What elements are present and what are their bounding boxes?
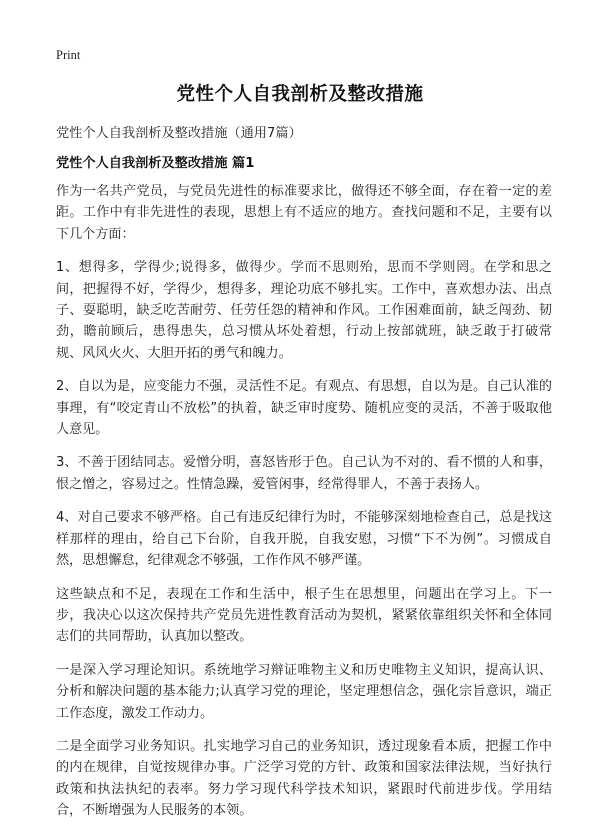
paragraph-measure-2: 二是全面学习业务知识。扎实地学习自己的业务知识，透过现象看本质，把握工作中的内在规律，自觉按规律办事。广泛学习党的方针、政策和国家法律法规，当好执行政策和执法执纪的表率。努力学习现代科学技术知识，紧跟时代前进步伐。学用结合，不断增强为人民服务的本领。 xyxy=(56,738,552,819)
paragraph-point-3: 3、不善于团结同志。爱憎分明，喜怒皆形于色。自己认为不对的、看不惯的人和事，恨之憎之，容易过之。性情急躁，爱管闲事，经常得罪人，不善于表扬人。 xyxy=(56,455,552,492)
paragraph-intro: 作为一名共产党员，与党员先进性的标准要求比，做得还不够全面，存在着一定的差距。工作中有非先进性的表现，思想上有不适应的地方。查找问题和不足，主要有以下几个方面： xyxy=(56,184,552,242)
paragraph-summary: 这些缺点和不足，表现在工作和生活中，根子生在思想里，问题出在学习上。下一步，我决心以这次保持共产党员先进性教育活动为契机，紧紧依靠组织关怀和全体同志们的共同帮助，认真加以整改。 xyxy=(56,586,552,645)
page-title: 党性个人自我剖析及整改措施 xyxy=(176,84,424,105)
document-subtitle: 党性个人自我剖析及整改措施（通用7篇） xyxy=(56,126,302,141)
paragraph-measure-1: 一是深入学习理论知识。系统地学习辩证唯物主义和历史唯物主义知识，提高认识、分析和解决问题的基本能力;认真学习党的理论，坚定理想信念，强化宗旨意识，端正工作态度，激发工作动力。 xyxy=(56,662,552,721)
paragraph-point-1: 1、想得多，学得少;说得多，做得少。学而不思则殆，思而不学则罔。在学和思之间，把握得不好，学得少，想得多，理论功底不够扎实。工作中，喜欢想办法、出点子、耍聪明，缺乏吃苦耐劳、任劳任怨的精神和作风。工作困难面前，缺乏闯劲、韧劲，瞻前顾后，患得患失，总习惯从坏处着想，行动上按部就班，缺乏敢于打破常规、风风火火、大胆开拓的勇气和魄力。 xyxy=(56,260,552,361)
paragraph-point-2: 2、自以为是，应变能力不强，灵活性不足。有观点、有思想，自以为是。自己认准的事理，有“咬定青山不放松”的执着，缺乏审时度势、随机应变的灵活，不善于吸取他人意见。 xyxy=(56,379,552,438)
print-label: Print xyxy=(56,48,81,62)
section-heading: 党性个人自我剖析及整改措施 篇1 xyxy=(56,156,255,171)
document-body xyxy=(56,181,552,834)
paragraph-point-4: 4、对自己要求不够严格。自己有违反纪律行为时，不能够深刻地检查自己，总是找这样那样的理由，给自己下台阶，自我开脱，自我安慰，习惯“下不为例”。习惯成自然，思想懈怠，纪律观念不够强，工作作风不够严谨。 xyxy=(56,510,552,569)
